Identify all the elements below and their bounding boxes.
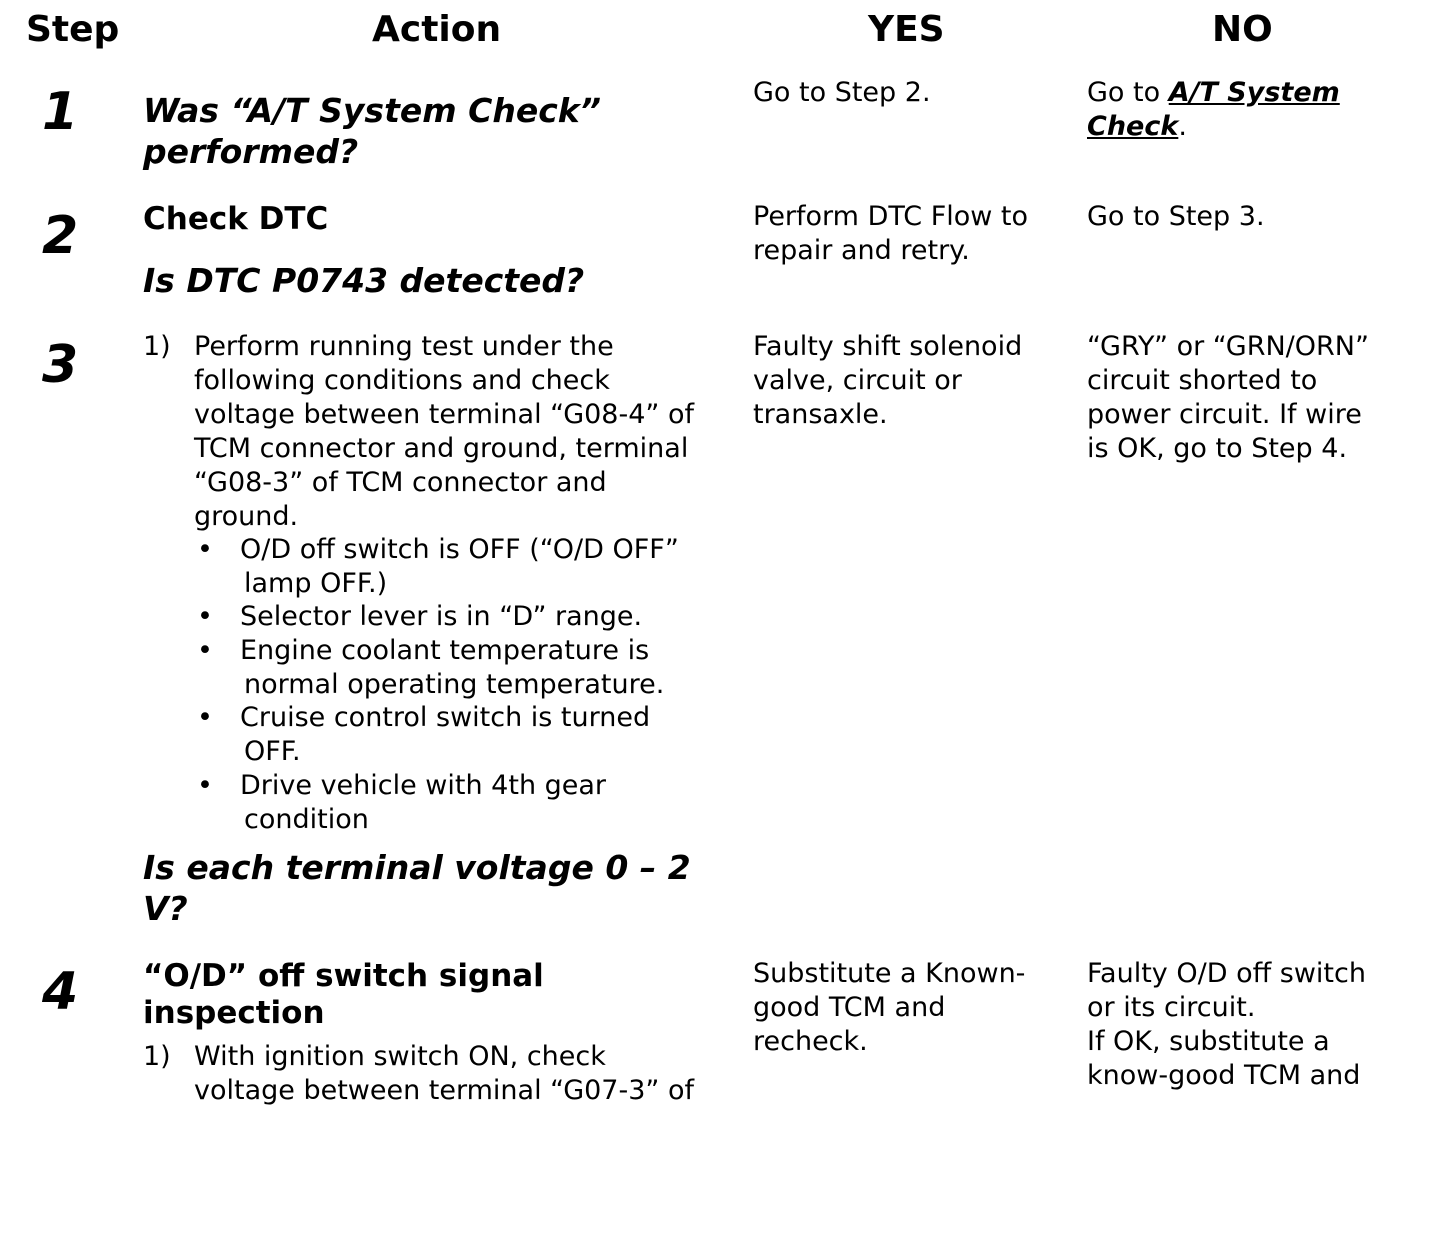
column-header-step: Step (26, 9, 120, 50)
step-1-question-line-1: Was “A/T System Check” (143, 91, 601, 130)
step-3-item-line-2: following conditions and check (194, 365, 610, 396)
step-4-title-line-2: inspection (143, 995, 325, 1031)
step-3-item-line-1: Perform running test under the (194, 331, 614, 362)
step-3-no-line-3: power circuit. If wire (1087, 399, 1362, 430)
step-4-no-line-3: If OK, substitute a (1087, 1026, 1330, 1057)
step-4-item-line-2: voltage between terminal “G07-3” of (194, 1075, 694, 1106)
bullet-icon: • (197, 534, 213, 565)
bullet-icon: • (197, 770, 213, 801)
step-4-yes-line-1: Substitute a Known- (753, 958, 1026, 989)
bullet-icon: • (197, 635, 213, 666)
condition-1-line-1: O/D off switch is OFF (“O/D OFF” (240, 534, 679, 565)
condition-5-line-1: Drive vehicle with 4th gear (240, 770, 607, 801)
condition-4-line-1: Cruise control switch is turned (240, 702, 651, 733)
bullet-icon: • (197, 702, 213, 733)
step-4-yes-line-2: good TCM and (753, 992, 946, 1023)
step-3-question-line-2: V? (143, 889, 188, 928)
column-header-no: NO (1212, 9, 1273, 50)
condition-1-line-2: lamp OFF.) (244, 568, 388, 599)
step-1-no-text (1087, 76, 1340, 110)
step-1-no-prefix: Go to (1087, 77, 1169, 108)
step-3-item-line-4: TCM connector and ground, terminal (194, 433, 689, 464)
step-1-no-suffix: . (1178, 111, 1187, 142)
step-3-item-line-3: voltage between terminal “G08-4” of (194, 399, 694, 430)
step-3-no-line-1: “GRY” or “GRN/ORN” (1087, 331, 1369, 362)
step-4-item-number: 1) (143, 1041, 171, 1072)
step-3-item-number: 1) (143, 331, 171, 362)
step-3-no-line-2: circuit shorted to (1087, 365, 1318, 396)
step-3-yes-line-1: Faulty shift solenoid (753, 331, 1023, 362)
bullet-icon: • (197, 601, 213, 632)
step-3-yes-line-3: transaxle. (753, 399, 888, 430)
step-4-no-line-4: know-good TCM and (1087, 1060, 1361, 1091)
step-3-item-line-5: “G08-3” of TCM connector and (194, 467, 607, 498)
step-number-4: 4 (42, 962, 79, 1022)
step-number-3: 3 (42, 335, 79, 395)
step-number-2: 2 (42, 206, 79, 266)
step-4-yes-line-3: recheck. (753, 1026, 868, 1057)
step-2-question: Is DTC P0743 detected? (143, 261, 585, 300)
step-1-yes-text: Go to Step 2. (753, 77, 931, 108)
step-2-yes-line-1: Perform DTC Flow to (753, 201, 1029, 232)
condition-4-line-2: OFF. (244, 736, 301, 767)
step-1-question-line-2: performed? (143, 132, 359, 171)
condition-3-line-1: Engine coolant temperature is (240, 635, 650, 666)
step-4-no-line-1: Faulty O/D off switch (1087, 958, 1366, 989)
step-3-item-line-6: ground. (194, 501, 299, 532)
step-2-title: Check DTC (143, 201, 329, 237)
step-3-no-line-4: is OK, go to Step 4. (1087, 433, 1348, 464)
condition-3-line-2: normal operating temperature. (244, 669, 665, 700)
step-number-1: 1 (42, 82, 79, 142)
condition-5-line-2: condition (244, 804, 369, 835)
step-4-title-line-1: “O/D” off switch signal (143, 958, 544, 994)
step-4-no-line-2: or its circuit. (1087, 992, 1256, 1023)
step-3-yes-line-2: valve, circuit or (753, 365, 962, 396)
at-system-check-link-continued[interactable]: Check (1087, 111, 1179, 142)
step-1-no-text-line-2 (1087, 110, 1187, 144)
step-3-question-line-1: Is each terminal voltage 0 – 2 (143, 848, 691, 887)
step-4-item-line-1: With ignition switch ON, check (194, 1041, 606, 1072)
step-2-no-text: Go to Step 3. (1087, 201, 1265, 232)
at-system-check-link[interactable]: A/T System (1168, 77, 1340, 108)
column-header-yes: YES (868, 9, 945, 50)
column-header-action: Action (372, 9, 502, 50)
condition-2-line-1: Selector lever is in “D” range. (240, 601, 643, 632)
step-2-yes-line-2: repair and retry. (753, 235, 970, 266)
